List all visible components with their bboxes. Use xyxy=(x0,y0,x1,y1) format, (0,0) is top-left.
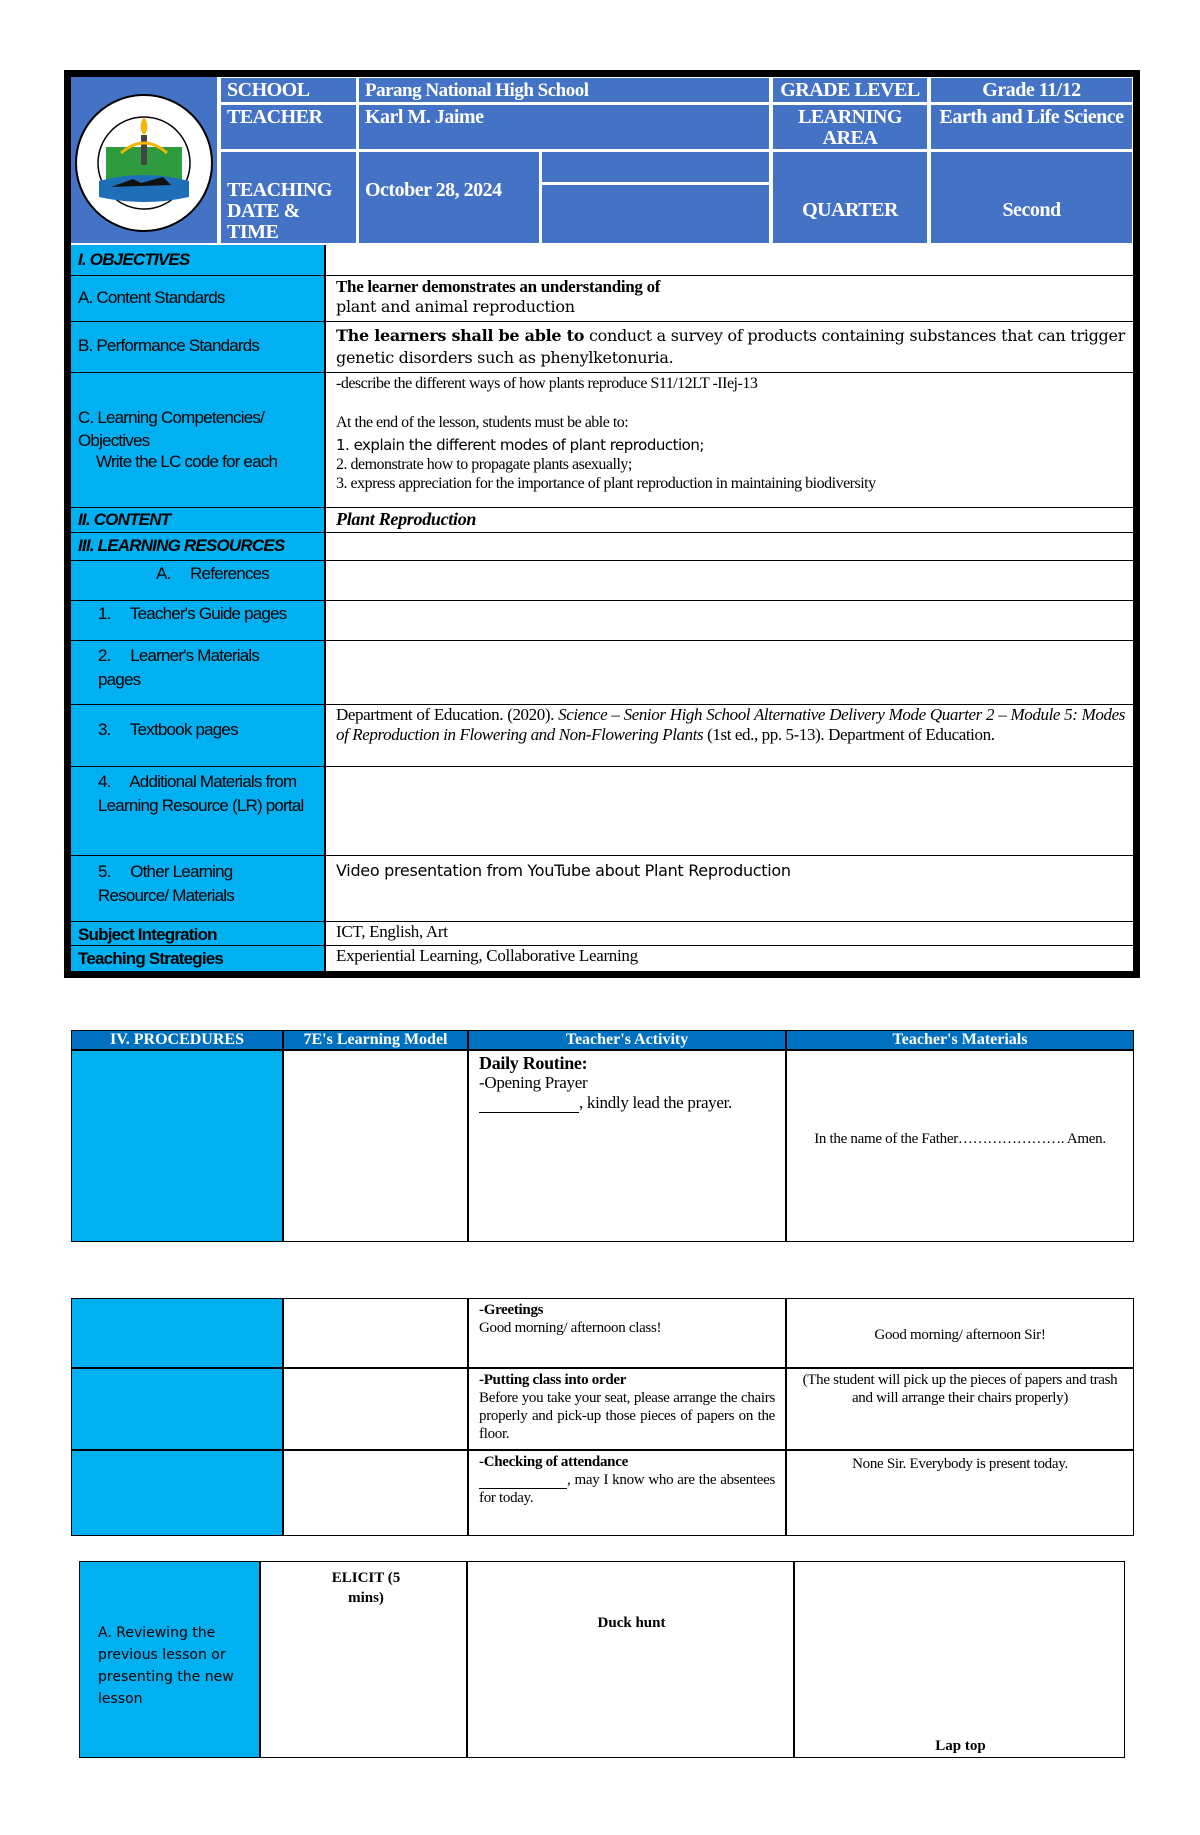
row-divider xyxy=(71,600,1133,601)
time-blank-bottom xyxy=(542,185,769,243)
content-standards-value xyxy=(328,275,1128,319)
competency-describe: -describe the different ways of how plants reproduce S11/12LT -IIej-13 xyxy=(336,375,758,392)
competencies-label: C. Learning Competencies/ Objectives xyxy=(78,408,265,450)
learning-area-value: Earth and Life Science xyxy=(931,105,1132,149)
competencies-value xyxy=(328,372,1133,495)
col-teacher-activity: Teacher's Activity xyxy=(468,1030,786,1050)
elicit-material-cell xyxy=(794,1561,1125,1758)
elicit-procedure-label: A. Reviewing the previous lesson or presenting the new lesson xyxy=(98,1625,234,1707)
competency-3: 3. express appreciation for the importance of plant reproduction in maintaining biodiversity xyxy=(336,475,876,492)
daily-routine-cell xyxy=(468,1050,786,1242)
greetings-text: Good morning/ afternoon class! xyxy=(479,1320,662,1336)
attendance-response-cell xyxy=(786,1450,1134,1536)
daily-routine-title: Daily Routine: xyxy=(479,1053,588,1073)
resources-heading: III. LEARNING RESOURCES xyxy=(78,536,285,555)
content-label: II. CONTENT xyxy=(78,510,171,529)
model-cell xyxy=(283,1050,468,1242)
subject-integration-value: ICT, English, Art xyxy=(336,922,448,941)
content-standards-line1: The learner demonstrates an understanding of xyxy=(336,277,661,296)
elicit-activity: Duck hunt xyxy=(597,1615,666,1631)
teaching-strategies-value: Experiential Learning, Collaborative Learning xyxy=(336,946,638,965)
row-divider xyxy=(71,640,1133,641)
row-divider xyxy=(71,532,1133,533)
procedure-cell xyxy=(71,1450,283,1536)
competency-1: 1. explain the different modes of plant reproduction; xyxy=(336,436,704,454)
school-seal-icon xyxy=(71,77,217,243)
row-divider xyxy=(71,921,1133,922)
row-divider xyxy=(71,855,1133,856)
class-order-text: Before you take your seat, please arrange the chairs properly and pick-up those pieces of papers on the floor. xyxy=(479,1390,775,1442)
opening-prayer-title: -Opening Prayer xyxy=(479,1073,588,1092)
references-label: A. References xyxy=(156,564,270,583)
teaching-date-label: TEACHING DATE & TIME xyxy=(221,152,356,243)
prayer-response: In the name of the Father…………………. Amen. xyxy=(814,1131,1106,1147)
textbook-citation-b: (1st ed., pp. 5-13). Department of Education. xyxy=(703,725,995,744)
teacher-label: TEACHER xyxy=(221,105,356,149)
textbook-title: Science – Senior High School Alternative Delivery Mode Quarter 2 – Module 5: Modes of Reproduction in Flowering and Non-Flowering Plants xyxy=(336,705,1125,744)
content-standards-line2: plant and animal reproduction xyxy=(336,297,575,316)
school-label: SCHOOL xyxy=(221,78,356,102)
elicit-activity-cell xyxy=(467,1561,794,1758)
time-blank-top xyxy=(542,152,769,182)
col-teacher-materials: Teacher's Materials xyxy=(786,1030,1134,1050)
performance-standards-value xyxy=(328,323,1133,371)
performance-standards-label: B. Performance Standards xyxy=(78,336,260,355)
prayer-text: , kindly lead the prayer. xyxy=(579,1093,733,1112)
other-resources-value: Video presentation from YouTube about Plant Reproduction xyxy=(336,861,791,880)
procedure-cell xyxy=(71,1298,283,1368)
row-divider xyxy=(71,507,1133,508)
class-order-response: (The student will pick up the pieces of papers and trash and will arrange their chairs properly) xyxy=(802,1372,1118,1406)
competency-intro: At the end of the lesson, students must be able to: xyxy=(336,414,629,431)
attendance-cell xyxy=(468,1450,786,1536)
school-logo-cell xyxy=(71,77,217,243)
row-divider xyxy=(71,321,1133,322)
performance-standards-bold: The learners shall be able to xyxy=(336,326,585,345)
textbook-label: 3. Textbook pages xyxy=(98,720,238,739)
row-divider xyxy=(71,766,1133,767)
grade-label: GRADE LEVEL xyxy=(773,78,927,102)
school-value: Parang National High School xyxy=(359,78,769,102)
elicit-procedure-cell xyxy=(79,1561,260,1758)
greetings-response-cell xyxy=(786,1298,1134,1368)
grade-value: Grade 11/12 xyxy=(931,78,1132,102)
col-procedures: IV. PROCEDURES xyxy=(71,1030,283,1050)
greetings-cell xyxy=(468,1298,786,1368)
textbook-value xyxy=(328,703,1133,747)
quarter-value: Second xyxy=(931,152,1132,243)
row-divider xyxy=(71,560,1133,561)
teacher-value: Karl M. Jaime xyxy=(359,105,769,149)
objectives-heading: I. OBJECTIVES xyxy=(78,250,190,269)
model-cell xyxy=(283,1368,468,1450)
elicit-material: Lap top xyxy=(935,1738,986,1754)
attendance-response: None Sir. Everybody is present today. xyxy=(852,1456,1068,1472)
elicit-model-label: ELICIT (5 mins) xyxy=(331,1570,401,1606)
performance-standards-text: conduct a survey of products containing substances that can trigger genetic disorders such as phenylketonuria. xyxy=(336,326,1125,367)
competency-2: 2. demonstrate how to propagate plants asexually; xyxy=(336,456,632,473)
learning-area-label: LEARNING AREA xyxy=(773,105,927,149)
content-value: Plant Reproduction xyxy=(336,509,477,529)
procedure-cell xyxy=(71,1050,283,1242)
lc-code-note: Write the LC code for each xyxy=(96,452,278,471)
attendance-question xyxy=(479,1471,775,1507)
model-cell xyxy=(283,1298,468,1368)
class-order-response-cell xyxy=(786,1368,1134,1450)
class-order-title: -Putting class into order xyxy=(479,1372,627,1388)
greetings-response: Good morning/ afternoon Sir! xyxy=(874,1327,1046,1343)
quarter-label: QUARTER xyxy=(773,152,927,243)
teaching-date-value: October 28, 2024 xyxy=(359,152,539,243)
greetings-title: -Greetings xyxy=(479,1302,544,1318)
procedure-cell xyxy=(71,1368,283,1450)
additional-materials-label: 4. Additional Materials from Learning Resource (LR) portal xyxy=(98,772,304,815)
model-cell xyxy=(283,1450,468,1536)
prayer-response-cell xyxy=(786,1050,1134,1242)
blank-name-line xyxy=(479,1097,579,1113)
learners-materials-label: 2. Learner's Materials pages xyxy=(98,646,263,689)
teaching-strategies-label: Teaching Strategies xyxy=(78,949,224,968)
elicit-model-cell xyxy=(260,1561,467,1758)
teachers-guide-label: 1. Teacher's Guide pages xyxy=(98,604,287,623)
other-resources-label: 5. Other Learning Resource/ Materials xyxy=(98,862,237,905)
subject-integration-label: Subject Integration xyxy=(78,925,217,944)
col-learning-model: 7E's Learning Model xyxy=(283,1030,468,1050)
prayer-instruction xyxy=(479,1093,775,1113)
content-standards-label: A. Content Standards xyxy=(78,288,225,307)
attendance-title: -Checking of attendance xyxy=(479,1454,628,1470)
attendance-text: , may I know who are the absentees for today. xyxy=(479,1472,775,1506)
blank-name-line xyxy=(479,1473,567,1489)
textbook-citation-a: Department of Education. (2020). xyxy=(336,705,559,724)
class-order-cell xyxy=(468,1368,786,1450)
